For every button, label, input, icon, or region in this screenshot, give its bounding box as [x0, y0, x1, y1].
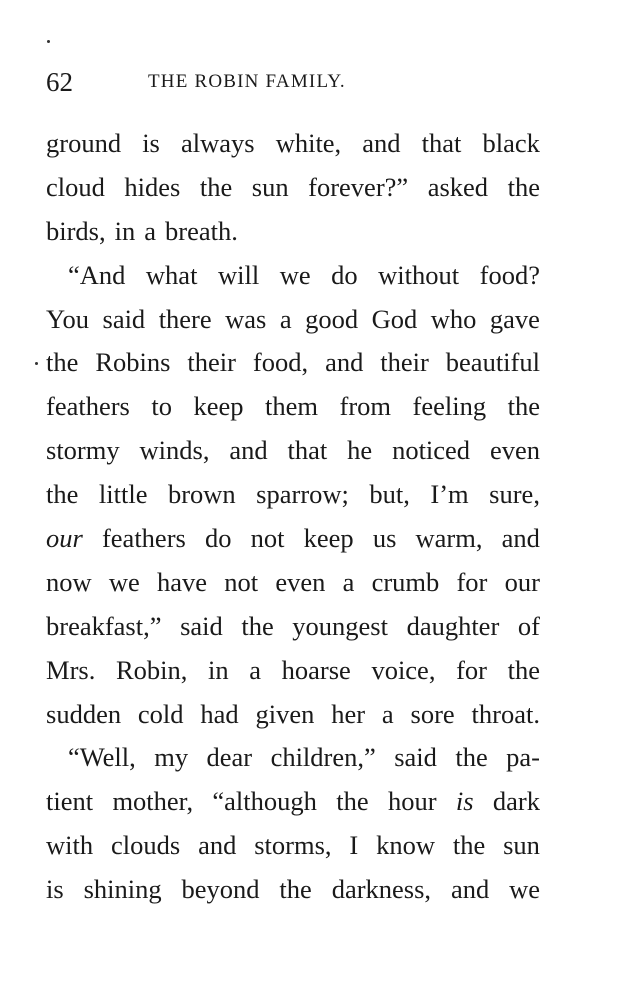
text-line	[46, 210, 540, 254]
print-speck	[35, 362, 38, 365]
text-line	[46, 122, 540, 166]
word: darkness,	[331, 874, 432, 905]
word: little	[98, 479, 148, 510]
word: crumb	[371, 566, 440, 597]
word: the	[507, 391, 540, 422]
word: noticed	[392, 435, 471, 466]
word: is	[142, 128, 160, 158]
word: their	[187, 347, 236, 378]
word: our	[46, 523, 83, 554]
word: Robin,	[115, 654, 188, 685]
word: a	[279, 303, 292, 334]
word: the	[279, 874, 312, 905]
word: said	[394, 742, 437, 773]
word: gave	[489, 303, 540, 334]
word: that	[287, 435, 328, 466]
text-line	[46, 649, 540, 693]
word: with	[46, 830, 94, 861]
word: sudden	[46, 698, 122, 729]
word: cloud	[46, 171, 105, 202]
word: know	[376, 830, 435, 861]
word: “And	[68, 259, 126, 290]
running-title: THE ROBIN FAMILY.	[148, 71, 346, 92]
word: cold	[137, 698, 184, 729]
word: always	[180, 128, 255, 158]
word: have	[156, 566, 208, 597]
word: sun	[503, 830, 540, 861]
text-line	[46, 736, 540, 780]
word: keep	[303, 523, 354, 554]
word: God	[371, 303, 418, 334]
word: black	[482, 128, 540, 158]
word: ground	[46, 128, 122, 158]
text-line	[46, 254, 540, 298]
word: now	[46, 566, 92, 597]
word: beautiful	[445, 347, 540, 378]
word: clouds	[111, 830, 181, 861]
word: not	[250, 523, 285, 554]
word: a	[342, 566, 355, 597]
word: and	[229, 435, 268, 466]
page-number: 62	[46, 67, 73, 97]
word: my	[154, 742, 189, 773]
word: we	[108, 566, 140, 597]
word: youngest	[292, 610, 388, 641]
word: daughter	[406, 610, 500, 641]
word: we	[279, 259, 311, 290]
word: for	[456, 566, 488, 597]
word: the	[241, 610, 274, 641]
word: what	[145, 259, 198, 290]
text-line	[46, 824, 540, 868]
word: winds,	[139, 435, 210, 466]
word: storms,	[254, 830, 332, 861]
text-line	[46, 868, 540, 912]
text-line	[46, 561, 540, 605]
word: and	[501, 523, 540, 554]
word: dear	[206, 742, 253, 773]
word: that	[421, 128, 462, 158]
word: and	[198, 830, 237, 861]
word: was	[225, 303, 267, 334]
word: Robins	[95, 347, 171, 378]
word: beyond	[181, 874, 260, 905]
word: sun	[251, 171, 289, 202]
text-line	[46, 780, 540, 824]
word: throat.	[471, 698, 540, 729]
word: mother,	[112, 786, 194, 817]
text-line	[46, 429, 540, 473]
word: Mrs.	[46, 654, 96, 685]
word: will	[217, 259, 260, 290]
text-line	[46, 341, 540, 385]
text-line	[46, 298, 540, 342]
word: a	[381, 698, 394, 729]
word: feathers	[101, 523, 186, 554]
word: their	[380, 347, 429, 378]
word: white,	[275, 128, 342, 158]
word: sure,	[489, 479, 540, 510]
word: given	[255, 698, 315, 729]
word: the	[455, 742, 488, 773]
word: had	[200, 698, 239, 729]
word: warm,	[415, 523, 483, 554]
word: food?	[479, 259, 540, 290]
word: the	[199, 171, 233, 202]
word: keep	[193, 391, 244, 422]
word: hides	[124, 171, 181, 202]
word: her	[331, 698, 366, 729]
word: shining	[83, 874, 162, 905]
word: in	[208, 654, 229, 685]
word: said	[180, 610, 223, 641]
word: said	[102, 303, 146, 334]
word: sore	[410, 698, 455, 729]
body-text	[46, 122, 540, 912]
word: breakfast,”	[46, 610, 162, 641]
word: sparrow;	[256, 479, 349, 510]
word: children,”	[270, 742, 376, 773]
word: even	[489, 435, 540, 466]
word: I	[349, 830, 359, 861]
word: hour	[387, 786, 437, 817]
word: who	[430, 303, 477, 334]
word: do	[204, 523, 232, 554]
word: stormy	[46, 435, 120, 466]
word: of	[517, 610, 540, 641]
word: a	[144, 215, 157, 246]
word: “Well,	[68, 742, 136, 773]
word: and	[325, 347, 364, 378]
page-header	[46, 62, 546, 102]
word: good	[305, 303, 359, 334]
word: he	[347, 435, 373, 466]
word: I’m	[430, 479, 469, 510]
text-line	[46, 517, 540, 561]
word: You	[46, 303, 89, 334]
word: and	[450, 874, 490, 905]
word: pa-	[506, 742, 540, 773]
word: to	[151, 391, 172, 422]
word: “although	[212, 786, 317, 817]
word: but,	[369, 479, 410, 510]
word: and	[362, 128, 401, 158]
word: from	[339, 391, 392, 422]
text-line	[46, 166, 540, 210]
word: the	[46, 479, 79, 510]
word: asked	[427, 171, 489, 202]
word: hoarse	[281, 654, 351, 685]
word: brown	[167, 479, 236, 510]
word: tient	[46, 786, 94, 817]
word: do	[331, 259, 358, 290]
text-line	[46, 693, 540, 737]
word: breath.	[165, 215, 238, 246]
word: voice,	[371, 654, 436, 685]
word: there	[158, 303, 212, 334]
word: us	[372, 523, 397, 554]
word: our	[504, 566, 540, 597]
word: the	[507, 654, 540, 685]
word: is	[455, 786, 474, 817]
text-line	[46, 473, 540, 517]
word: them	[265, 391, 319, 422]
word: dark	[492, 786, 540, 817]
word: we	[509, 874, 540, 905]
print-speck	[47, 40, 50, 43]
word: the	[452, 830, 486, 861]
word: forever?”	[308, 171, 409, 202]
text-line	[46, 385, 540, 429]
word: the	[46, 347, 79, 378]
text-line	[46, 605, 540, 649]
word: a	[249, 654, 262, 685]
word: feeling	[412, 391, 487, 422]
word: not	[224, 566, 259, 597]
word: is	[46, 874, 64, 905]
word: without	[378, 259, 460, 290]
word: in	[114, 215, 136, 246]
word: the	[336, 786, 369, 817]
word: even	[275, 566, 326, 597]
word: food,	[252, 347, 309, 378]
word: the	[507, 171, 540, 202]
word: for	[456, 654, 487, 685]
word: birds,	[46, 215, 106, 246]
word: feathers	[46, 391, 130, 422]
